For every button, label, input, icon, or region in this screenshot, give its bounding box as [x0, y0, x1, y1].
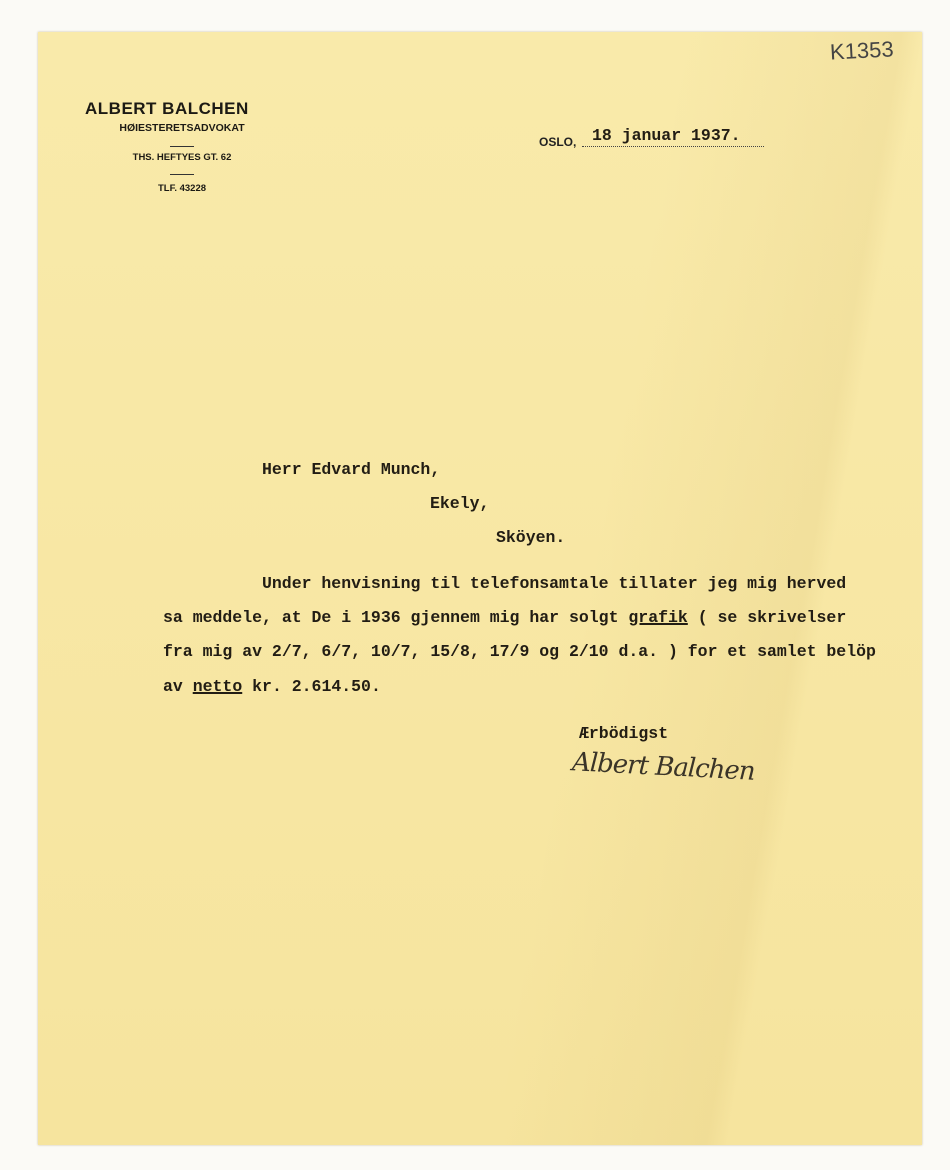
place-label: OSLO, — [539, 135, 577, 149]
recipient-name: Herr Edvard Munch, — [262, 460, 441, 479]
date: 18 januar 1937. — [592, 126, 741, 145]
letterhead-address: THS. HEFTYES GT. 62 — [132, 152, 232, 163]
recipient-place: Ekely, — [430, 494, 490, 513]
text: ( se skrivelser — [687, 608, 847, 627]
recipient-town: Sköyen. — [496, 528, 566, 547]
letterhead-name: ALBERT BALCHEN — [85, 99, 249, 118]
signature: Albert Balchen — [571, 747, 756, 787]
archive-number: K1353 — [829, 36, 895, 65]
letterhead-title: HØIESTERETSADVOKAT — [119, 122, 245, 134]
divider — [170, 174, 194, 175]
body-line-3: fra mig av 2/7, 6/7, 10/7, 15/8, 17/9 og 2/10 d.a. ) for et samlet belöp — [163, 642, 876, 661]
body-line-2 — [163, 608, 846, 627]
letterhead-phone: TLF. 43228 — [157, 183, 207, 194]
date-dotted-line — [582, 146, 764, 147]
divider — [170, 146, 194, 147]
underlined-word: netto — [192, 677, 243, 696]
closing: Ærbödigst — [579, 724, 669, 743]
text: av — [163, 677, 193, 696]
underlined-word: grafik — [628, 608, 688, 627]
text: sa meddele, at De i 1936 gjennem mig har solgt — [163, 608, 629, 627]
text: kr. 2.614.50. — [242, 677, 381, 696]
body-line-1: Under henvisning til telefonsamtale tillater jeg mig herved — [262, 574, 847, 593]
body-line-4 — [163, 677, 381, 696]
